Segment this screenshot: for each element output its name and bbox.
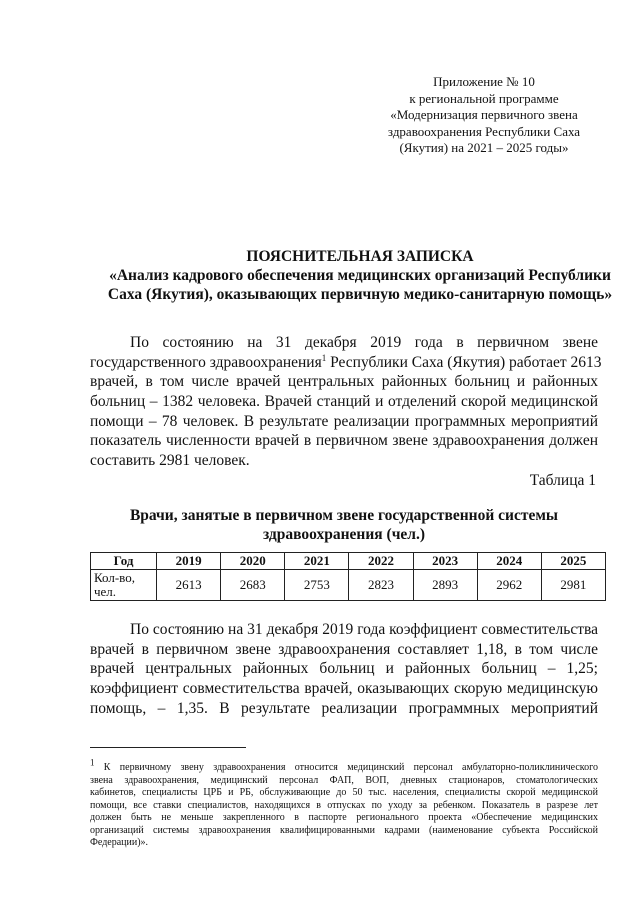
appendix-line: «Модернизация первичного звена <box>390 107 578 122</box>
paragraph-line: показатель численности врачей в первичном звене здравоохранения должен <box>90 432 598 450</box>
value-cell: 2683 <box>221 570 285 601</box>
footnote-divider <box>90 747 246 748</box>
paragraph-line: врачей центральных районных больниц и районных больниц – 1,25; <box>90 660 598 678</box>
paragraph-1 <box>90 333 602 471</box>
paragraph-line: врачей в первичном звене здравоохранения составляет 1,18, в том числе <box>90 640 598 658</box>
footnote-line: помощи, все ставки специалистов, находящихся в отпусках по уходу за ребенком. Показатель в разрезе лет <box>90 799 598 811</box>
paragraph-line: помощи – 78 человек. В результате реализации программных мероприятий <box>90 412 598 430</box>
header-cell: 2023 <box>413 553 477 570</box>
value-cell: 2981 <box>541 570 605 601</box>
table-title: Врачи, занятые в первичном звене государственной системы <box>129 507 559 524</box>
value-cell: 2823 <box>349 570 413 601</box>
value-cell: 2753 <box>285 570 349 601</box>
footnote <box>90 757 598 850</box>
appendix-line: здравоохранения Республики Саха <box>387 123 581 139</box>
header-cell: 2021 <box>285 553 349 570</box>
paragraph-2 <box>90 620 598 718</box>
appendix-line: к региональной программе <box>409 90 559 106</box>
table-row <box>91 570 606 601</box>
paragraph-line: По состоянию на 31 декабря 2019 года в первичном звене <box>130 334 598 351</box>
footnote-line: должен быть не меньше закрепленного в паспорте регионального проекта «Обеспечение медицинских <box>90 812 598 823</box>
table-header-row <box>91 553 606 570</box>
document-subtitle: Саха (Якутия), оказывающих первичную медико-санитарную помощь» <box>107 286 613 303</box>
paragraph-text: Республики Саха (Якутия) работает 2613 <box>326 353 602 371</box>
footnote-ref: 1 <box>321 352 327 363</box>
paragraph-line: составить 2981 человек. <box>90 452 250 470</box>
document-title: ПОЯСНИТЕЛЬНАЯ ЗАПИСКА <box>246 248 474 265</box>
doctors-table <box>90 552 606 601</box>
header-cell: 2024 <box>477 553 541 570</box>
appendix-header <box>360 74 608 157</box>
footnote-text: К первичному звену здравоохранения относится медицинский персонал амбулаторно-поликлинического <box>94 762 598 773</box>
header-cell: 2025 <box>541 553 605 570</box>
paragraph-line: По состоянию на 31 декабря 2019 года коэффициент совместительства <box>130 621 598 638</box>
paragraph-line: больниц – 1382 человека. Врачей станций и отделений скорой медицинской <box>90 393 598 411</box>
footnote-line: кабинетов, специалисты ЦРБ и РБ, обслуживающие до 50 тыс. населения, специалисты скорой медицинской <box>90 787 598 798</box>
table-title: здравоохранения (чел.) <box>262 526 426 543</box>
header-cell: 2020 <box>221 553 285 570</box>
paragraph-line <box>90 352 602 373</box>
header-cell: 2019 <box>157 553 221 570</box>
footnote-marker: 1 <box>90 757 95 768</box>
footnote-line: звена здравоохранения, медицинский персонал ФАП, ВОП, дневных стационаров, стоматологических <box>90 774 598 786</box>
footnote-line: Федерации)». <box>90 837 149 848</box>
paragraph-line: коэффициент совместительства врачей, оказывающих скорую медицинскую <box>90 680 598 698</box>
footnote-line: организаций системы здравоохранения квалифицированными кадрами (наименование субъекта Российской <box>90 824 598 836</box>
value-cell: 2962 <box>477 570 541 601</box>
row-label-cell: Кол-во, чел. <box>91 570 157 601</box>
value-cell: 2613 <box>157 570 221 601</box>
appendix-line: (Якутия) на 2021 – 2025 годы» <box>399 140 569 155</box>
value-cell: 2893 <box>413 570 477 601</box>
header-cell: Год <box>91 553 157 570</box>
table-label: Таблица 1 <box>529 472 596 489</box>
header-cell: 2022 <box>349 553 413 570</box>
footnote-line <box>90 757 598 775</box>
paragraph-text: государственного здравоохранения <box>90 353 322 371</box>
paragraph-line: помощь, – 1,35. В результате реализации программных мероприятий <box>90 699 598 717</box>
document-subtitle: «Анализ кадрового обеспечения медицинских организаций Республики <box>109 267 611 284</box>
appendix-line: Приложение № 10 <box>433 74 535 89</box>
paragraph-line: врачей, в том числе врачей центральных районных больниц и районных <box>90 373 598 391</box>
